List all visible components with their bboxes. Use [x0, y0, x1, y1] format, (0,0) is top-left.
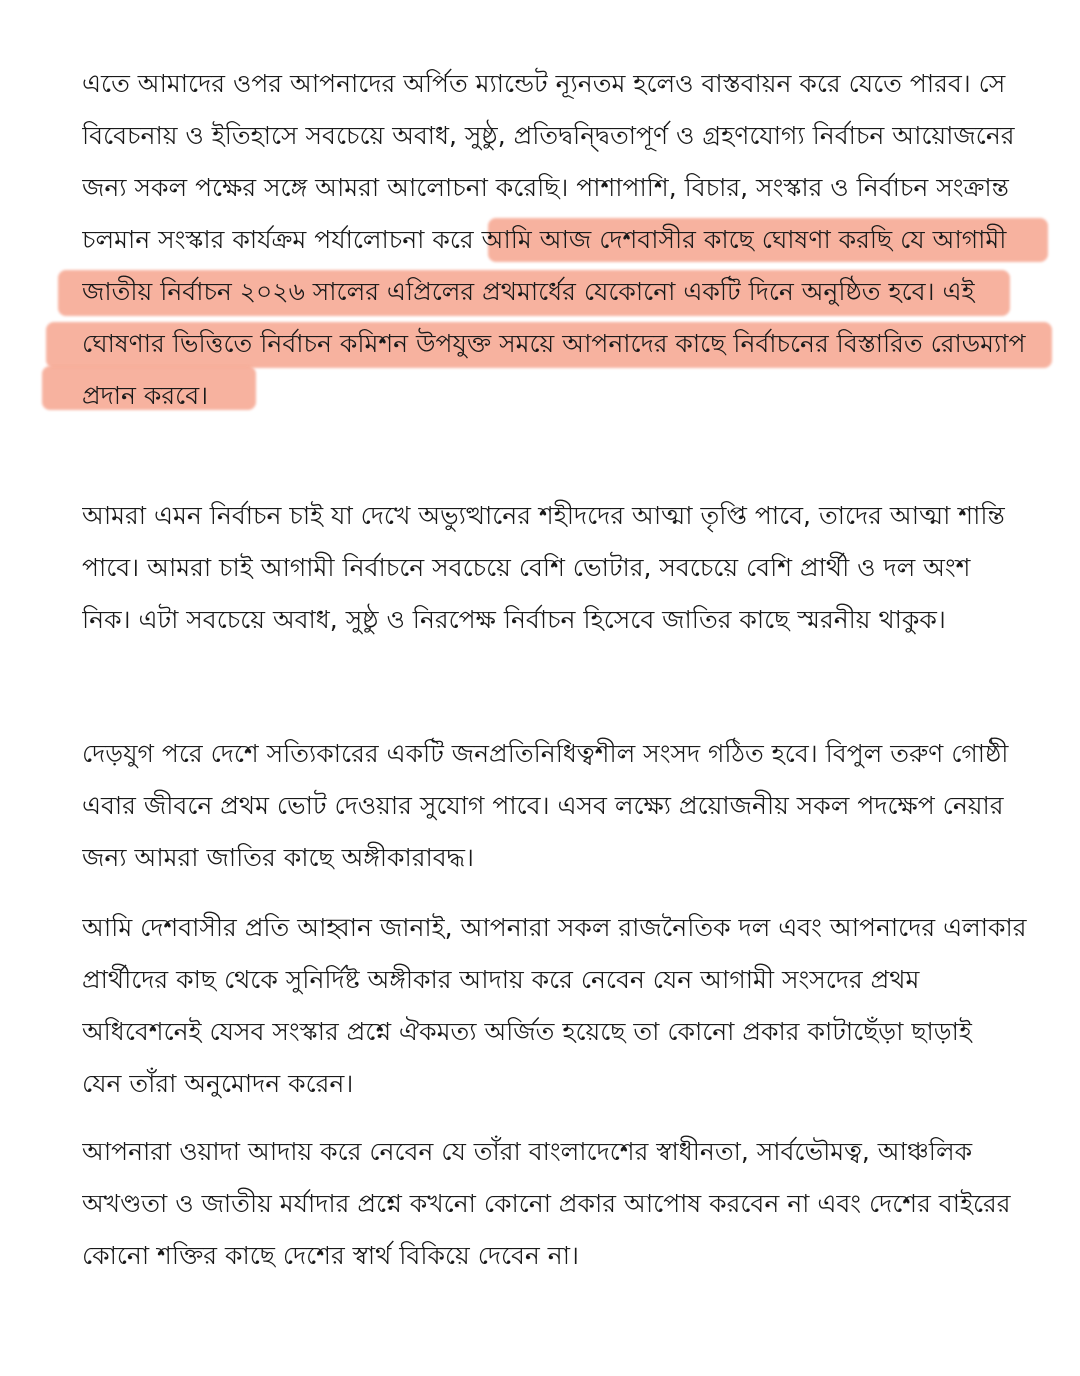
text-line: নিক। এটা সবচেয়ে অবাধ, সুষ্ঠু ও নিরপেক্ষ নির্বাচন হিসেবে জাতির কাছে স্মরনীয় থাকুক। — [82, 605, 946, 634]
text-line: ঘোষণার ভিত্তিতে নির্বাচন কমিশন উপযুক্ত সময়ে আপনাদের কাছে নির্বাচনের বিস্তারিত রোডম্যাপ — [82, 329, 1026, 358]
text-line: এতে আমাদের ওপর আপনাদের অর্পিত ম্যান্ডেট ন্যূনতম হলেও বাস্তবায়ন করে যেতে পারব। সে — [82, 69, 1006, 98]
text-line: পাবে। আমরা চাই আগামী নির্বাচনে সবচেয়ে বেশি ভোটার, সবচেয়ে বেশি প্রার্থী ও দল অংশ — [82, 553, 971, 582]
text-line: আমরা এমন নির্বাচন চাই যা দেখে অভ্যুত্থানের শহীদদের আত্মা তৃপ্তি পাবে, তাদের আত্মা শান্তি — [82, 501, 1005, 530]
text-line: দেড়যুগ পরে দেশে সত্যিকারের একটি জনপ্রতিনিধিত্বশীল সংসদ গঠিত হবে। বিপুল তরুণ গোষ্ঠী — [82, 739, 1009, 768]
text-line: বিবেচনায় ও ইতিহাসে সবচেয়ে অবাধ, সুষ্ঠু, প্রতিদ্বন্দ্বিতাপূর্ণ ও গ্রহণযোগ্য নির্বাচন আয়োজনের — [82, 121, 1015, 150]
text-line: জন্য আমরা জাতির কাছে অঙ্গীকারাবদ্ধ। — [82, 843, 474, 872]
text-line: যেন তাঁরা অনুমোদন করেন। — [82, 1069, 354, 1098]
text-line: আমি দেশবাসীর প্রতি আহ্বান জানাই, আপনারা সকল রাজনৈতিক দল এবং আপনাদের এলাকার — [82, 913, 1027, 942]
text-line: অধিবেশনেই যেসব সংস্কার প্রশ্নে ঐকমত্য অর্জিত হয়েছে তা কোনো প্রকার কাটাছেঁড়া ছাড়াই — [82, 1017, 972, 1046]
text-line: অখণ্ডতা ও জাতীয় মর্যাদার প্রশ্নে কখনো কোনো প্রকার আপোষ করবেন না এবং দেশের বাইরের — [82, 1189, 1011, 1218]
text-line: প্রার্থীদের কাছ থেকে সুনির্দিষ্ট অঙ্গীকার আদায় করে নেবেন যেন আগামী সংসদের প্রথম — [82, 965, 920, 994]
text-line: চলমান সংস্কার কার্যক্রম পর্যালোচনা করে আমি আজ দেশবাসীর কাছে ঘোষণা করছি যে আগামী — [82, 225, 1007, 254]
text-line: জন্য সকল পক্ষের সঙ্গে আমরা আলোচনা করেছি। পাশাপাশি, বিচার, সংস্কার ও নির্বাচন সংক্রান্ত — [82, 173, 1009, 202]
text-line: আপনারা ওয়াদা আদায় করে নেবেন যে তাঁরা বাংলাদেশের স্বাধীনতা, সার্বভৌমত্ব, আঞ্চলিক — [82, 1137, 973, 1166]
text-line: এবার জীবনে প্রথম ভোট দেওয়ার সুযোগ পাবে। এসব লক্ষ্যে প্রয়োজনীয় সকল পদক্ষেপ নেয়ার — [82, 791, 1004, 820]
text-line: কোনো শক্তির কাছে দেশের স্বার্থ বিকিয়ে দেবেন না। — [82, 1241, 579, 1270]
text-line: প্রদান করবে। — [82, 381, 209, 410]
text-line: জাতীয় নির্বাচন ২০২৬ সালের এপ্রিলের প্রথমার্ধের যেকোনো একটি দিনে অনুষ্ঠিত হবে। এই — [82, 277, 975, 306]
